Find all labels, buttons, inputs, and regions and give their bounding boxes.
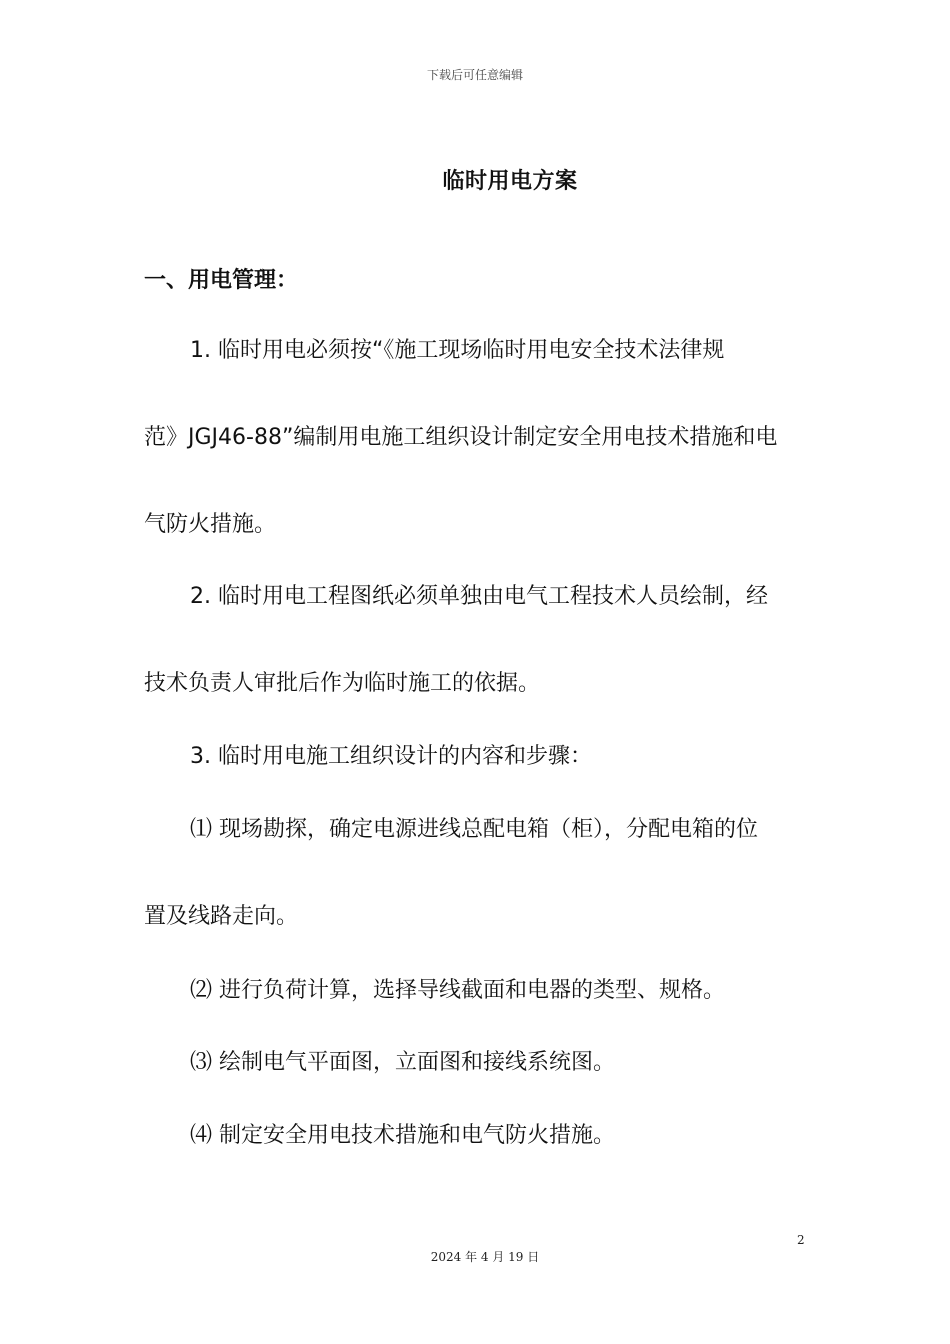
list-item: ⑶ 绘制电气平面图，立面图和接线系统图。 xyxy=(190,1050,615,1075)
list-item: ⑷ 制定安全用电技术措施和电气防火措施。 xyxy=(190,1123,615,1148)
body-line: 置及线路走向。 xyxy=(144,904,299,929)
section-heading: 一、用电管理： xyxy=(144,268,299,293)
body-line: 范》JGJ46-88”编制用电施工组织设计制定安全用电技术措施和电 xyxy=(144,425,778,450)
body-line: 技术负责人审批后作为临时施工的依据。 xyxy=(144,671,541,696)
document-title: 临时用电方案 xyxy=(442,169,578,194)
body-line: 1. 临时用电必须按“《施工现场临时用电安全技术法律规 xyxy=(190,338,725,363)
body-line: 2. 临时用电工程图纸必须单独由电气工程技术人员绘制，经 xyxy=(190,584,768,609)
header-note: 下载后可任意编辑 xyxy=(426,68,523,82)
list-item: ⑴ 现场勘探，确定电源进线总配电箱（柜），分配电箱的位 xyxy=(190,817,758,842)
body-line: 气防火措施。 xyxy=(144,512,277,537)
footer-date: 2024 年 4 月 19 日 xyxy=(430,1250,540,1264)
body-line: 3. 临时用电施工组织设计的内容和步骤： xyxy=(190,744,592,769)
page-number: 2 xyxy=(797,1233,805,1247)
list-item: ⑵ 进行负荷计算，选择导线截面和电器的类型、规格。 xyxy=(190,978,725,1003)
